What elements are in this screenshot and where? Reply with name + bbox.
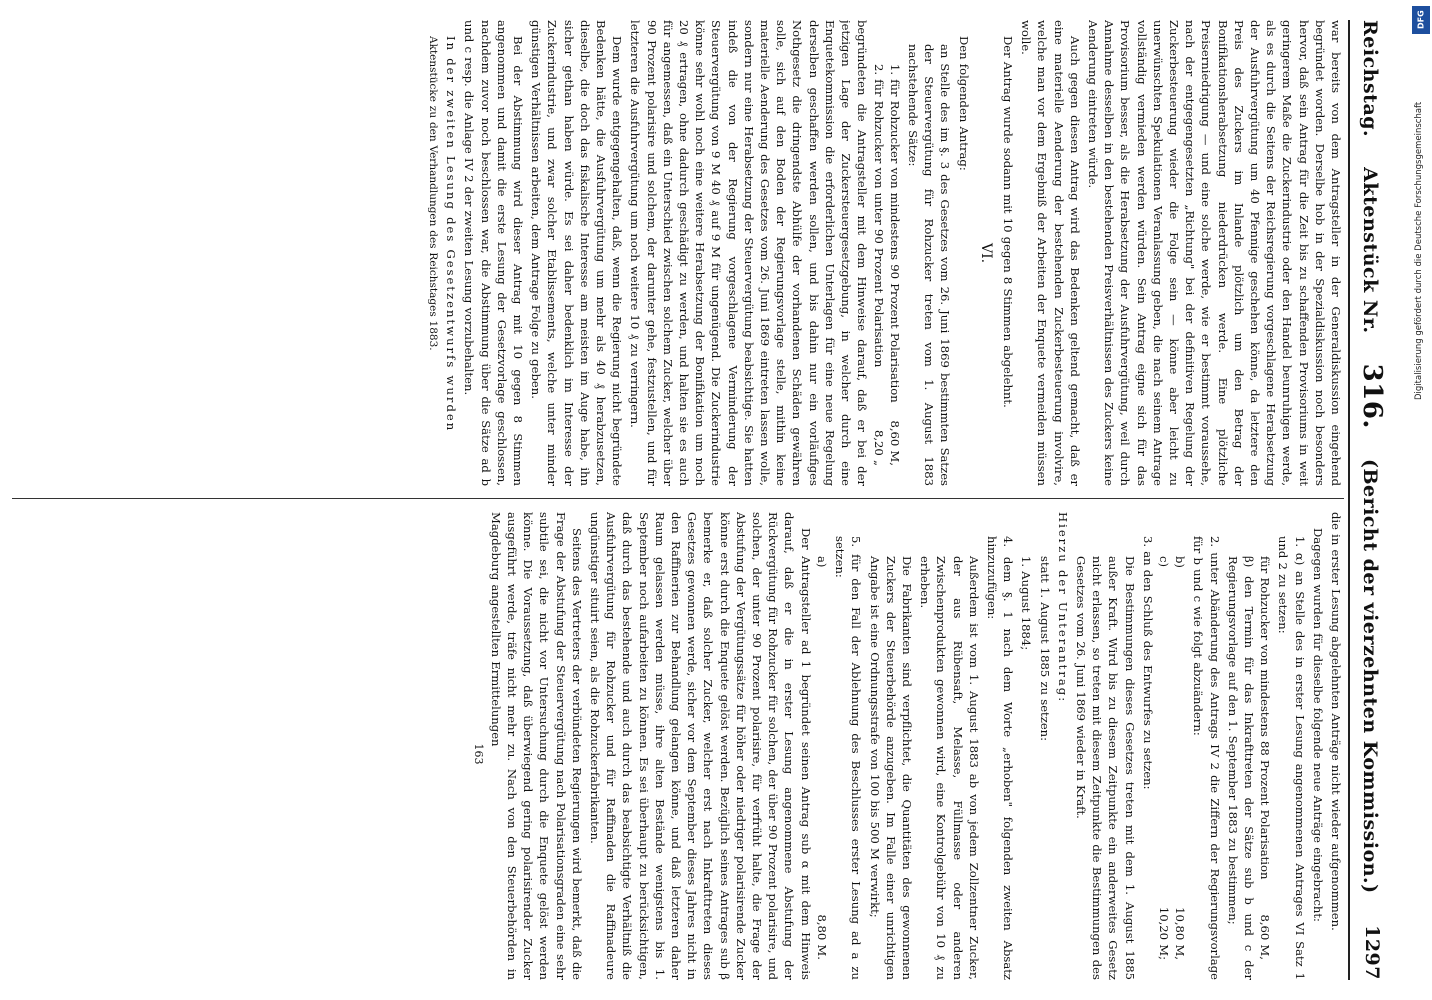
section-heading: VI. [977,242,994,264]
digitization-credit: Digitalisierung gefördert durch die Deutsche Forschungsgemeinschaft [1414,101,1424,400]
list-item: β) den Termin für das Inkrafttreten der Sätze sub b und c der Regierungsvorlage auf den 1. September 1883 zu bestimmen; [1225,556,1256,980]
list-item: 2. unter Abänderung des Antrags IV 2 die Ziffern der Regierungsvorlage für b und c wie folgt abzuändern: [1191,536,1222,980]
list-item: 1. für Rohzucker von mindestens 90 Prozent Polarisation 8,60 M, [887,64,902,466]
signature-mark: 163 [471,743,485,765]
header-rule [1348,20,1350,980]
paragraph: war bereits von dem Antragsteller in der Generaldiskussion eingehend begründet worden. Derselbe hob in der Spezialdiskussion noch besonders hervor, daß sein Antrag für die Zeit bis zu schaffenden Provisoriums in weit geringerem Maße die Zuckerindustrie oder den Handel beunruhigen werde, als es durch die Seitens der Reichsregierung vorgeschlagene Herabsetzung der Ausfuhrvergütung um 40 Pfennige geschehen könne, da letztere den Preis des Zuckers im Inlande plötzlich um den Betrag der Bonifikationsherabsetzung niederdrücken werde. Eine plötzliche Preiserniedrigung — und eine solche werde, wie er bestimmt voraussehe, nach der entgegengesetzten „Richtung" bei der definitiven Regelung der Zuckerbesteuerung wieder die Folge sein — könne aber leicht zu unerwünschten Spekulationen Veranlassung geben, die nach seinem Antrage vollständig vermieden werden würden. Sein Antrag eigne sich für das Provisorium besser, als die Herabsetzung der Ausfuhrvergütung, weil durch Annahme desselben in den bestehenden Preisverhältnissen des Zuckers keine Aenderung eintreten würde. [1085,20,1343,486]
column-divider [12,498,1344,499]
paragraph: Dagegen wurden für dieselbe folgende neue Anträge eingebracht: [1310,528,1325,922]
header-doc-label: Aktenstück Nr. [1359,167,1381,334]
paragraph: Die Bestimmungen dieses Gesetzes treten mit dem 1. August 1885 außer Kraft. Wird bis zu diesem Zeitpunkte ein anderweites Gesetz nicht erlassen, so treten mit diesem Zeitpunkte die Bestimmungen des Gesetzes vom 26. Juni 1869 wieder in Kraft. [1073,556,1137,980]
paragraph: Der Antrag wurde sodann mit 10 gegen 8 Stimmen abgelehnt. [1000,36,1015,408]
list-item: 1. α) an Stelle des in erster Lesung angenommenen Antrages VI Satz 1 und 2 zu setzen: [1276,536,1307,980]
list-item: für Rohzucker von mindestens 88 Prozent Polarisation 8,60 M, [1258,556,1273,960]
paragraph: Der Antragsteller ad 1 begründet seinen Antrag sub α mit dem Hinweis darauf, daß er die in erster Lesung angenommene Abstufung der Rückvergütung für Rohzucker für solchen, der über 90 Prozent polarisire, und solchen, der unter 90 Prozent polarisire, für verfrüht halte, die Frage der Abstufung der Vergütungssätze für höher oder niedriger polarisirende Zucker könne erst durch die Enquete gelöst werden. Bezüglich seines Antrages sub β bemerke er, daß solcher Zucker, welcher erst nach Inkrafttreten dieses Gesetzes gewonnen werde, sicher vor dem September dieses Jahres nicht in den Raffinerien zur Behandlung gelangen könne, und daß letzteren daher Raum gelassen werden müsse, ihre alten Bestände wenigstens bis 1. September noch aufarbeiten zu können. Es sei überhaupt zu berücksichtigen, daß durch das bestehende und auch durch das beabsichtigte Verhältniß die Ausfuhrvergütung für Rohzucker und für Raffinaden die Raffinadeure ungünstiger situirt seien, als die Rohzuckerfabrikanten. [588,512,813,980]
paragraph: Seitens des Vertreters der verbündeten Regierungen wird bemerkt, daß die Frage der Abstufung der Steuervergütung nach Polarisationsgraden eine sehr subtile sei, die nicht vor Untersuchung durch die Enquete gelöst werden könne. Die Voraussetzung, daß überwiegend gering polarisirender Zucker ausgeführt werde, träfe nicht mehr zu. Nach von den Steuerbehörden in Magdeburg angestellten Ermittelungen [488,512,584,980]
header-left-title: Reichstag. [1359,20,1381,138]
paragraph: an Stelle des im §. 3 des Gesetzes vom 26. Juni 1869 bestimmten Satzes der Steuervergütung für Rohzucker treten vom 1. August 1883 nachstehende Sätze: [905,44,953,486]
list-item: b) 10,80 M, [1173,556,1188,960]
list-item: 5. für den Fall der Ablehnung des Beschlusses erster Lesung ad a zu setzen: [833,536,864,980]
paragraph: statt 1. August 1885 zu setzen: [1037,556,1052,742]
dfg-logo: DFG [1412,6,1430,34]
list-item: a) 8,80 M. [814,556,829,960]
header-doc-number: 316. [1357,363,1387,429]
paragraph: 1. August 1884; [1019,556,1034,651]
page-number: 1297 [1361,925,1383,980]
digitization-sidebar [1410,0,1432,1000]
page-header [1350,20,1394,980]
list-item: 2. für Rohzucker von unter 90 Prozent Polarisation 8,20 „ [871,64,886,466]
list-item: 4. dem §. 1 nach dem Worte „erhoben" folgenden zweiten Absatz hinzuzufügen: [984,536,1016,980]
paragraph: Den folgenden Antrag: [956,36,971,171]
paragraph: Die Fabrikanten sind verpflichtet, die Quantitäten des gewonnenen Zuckers der Steuerbehörde anzugeben. Im Falle einer unrichtigen Angabe ist eine Ordnungsstrafe von 100 bis 500 M verwirkt; [867,556,914,980]
sub-heading: Hierzu der Unterantrag: [1055,512,1070,704]
paragraph: Außerdem ist vom 1. August 1883 ab von jedem Zollzentner Zucker, der aus Rübensaft, Melasse, Füllmasse oder anderen Zwischenprodukten gewonnen wird, eine Kontrolgebühr von 10 ₰ zu erheben. [918,556,981,980]
left-column [10,20,1344,486]
paragraph: In der zweiten Lesung des Gesetzentwurfs wurden [444,36,459,433]
paragraph: Bei der Abstimmung wird dieser Antrag mit 10 gegen 8 Stimmen angenommen und damit die erste Lesung der Gesetzvorlage geschlossen, nachdem zuvor noch beschlossen war, die Abstimmung über die Sätze ad b und c resp. die Anlage IV 2 der zweiten Lesung vorzubehalten. [462,20,526,486]
paragraph: begründeten die Antragsteller mit dem Hinweise darauf, daß er bei der jetzigen Lage der Zuckersteuergesetzgebung, in welcher durch eine Enquetekommission die erforderlichen Unterlagen für eine neue Regelung derselben geschaffen werden sollen, und bis dahin nur ein vorläufiges Nothgesetz die dringendste Abhülfe der vorhandenen Schäden gewähren solle, sich auf den Boden der Regierungsvorlage stelle, mithin keine materielle Aenderung des Gesetzes vom 26. Juni 1869 eintreten lassen wolle, sondern nur eine Herabsetzung der Steuervergütung beabsichtige. Sie hatten indeß die von der Regierung vorgeschlagene Verminderung der Steuervergütung von 9 M 40 ₰ auf 9 M für ungenügend. Die Zuckerindustrie könne sehr wohl noch eine weitere Herabsetzung der Bonifikation um noch 20 ₰ ertragen, ohne dadurch geschädigt zu werden, und halten sie es auch für angemessen, daß ein Unterschied zwischen solchem Zucker, welcher über 90 Prozent polarisire und solchem, der darunter gehe, festzustellen, und für letzteren die Ausfuhrvergütung um noch weitere 10 ₰ zu verringern. [628,20,870,486]
list-item: c) 10,20 M; [1156,556,1171,960]
page-footer: Aktenstücke zu den Verhandlungen des Reichstages 1883. [427,36,440,351]
right-column [10,512,1344,980]
paragraph: die in erster Lesung abgelehnten Anträge nicht wieder aufgenommen. [1329,512,1343,931]
list-item: 3. an den Schluß des Entwurfes zu setzen: [1140,536,1155,790]
paragraph: Auch gegen diesen Antrag wird das Bedenken geltend gemacht, daß er eine materielle Aenderung der bestehenden Zuckerbesteuerung involvire, welche man vor dem Ergebniß der Arbeiten der Enquete vermeiden müssen wolle. [1019,20,1082,486]
paragraph: Dem wurde entgegengehalten, daß, wenn die Regierung nicht begründete Bedenken hätte, die Ausfuhrvergütung um mehr als 40 ₰ herabzusetzen, dieselbe, die doch das fiskalische Interesse am meisten im Auge habe, ihn sicher gethan haben würde. Es sei daher bedenklich im Interesse der Zuckerindustrie, und zwar solcher Etablissements, welche unter minder günstigen Verhältnissen arbeiten, dem Antrage Folge zu geben. [529,20,625,486]
header-middle-title: (Bericht der vierzehnten Kommission.) [1359,458,1381,894]
